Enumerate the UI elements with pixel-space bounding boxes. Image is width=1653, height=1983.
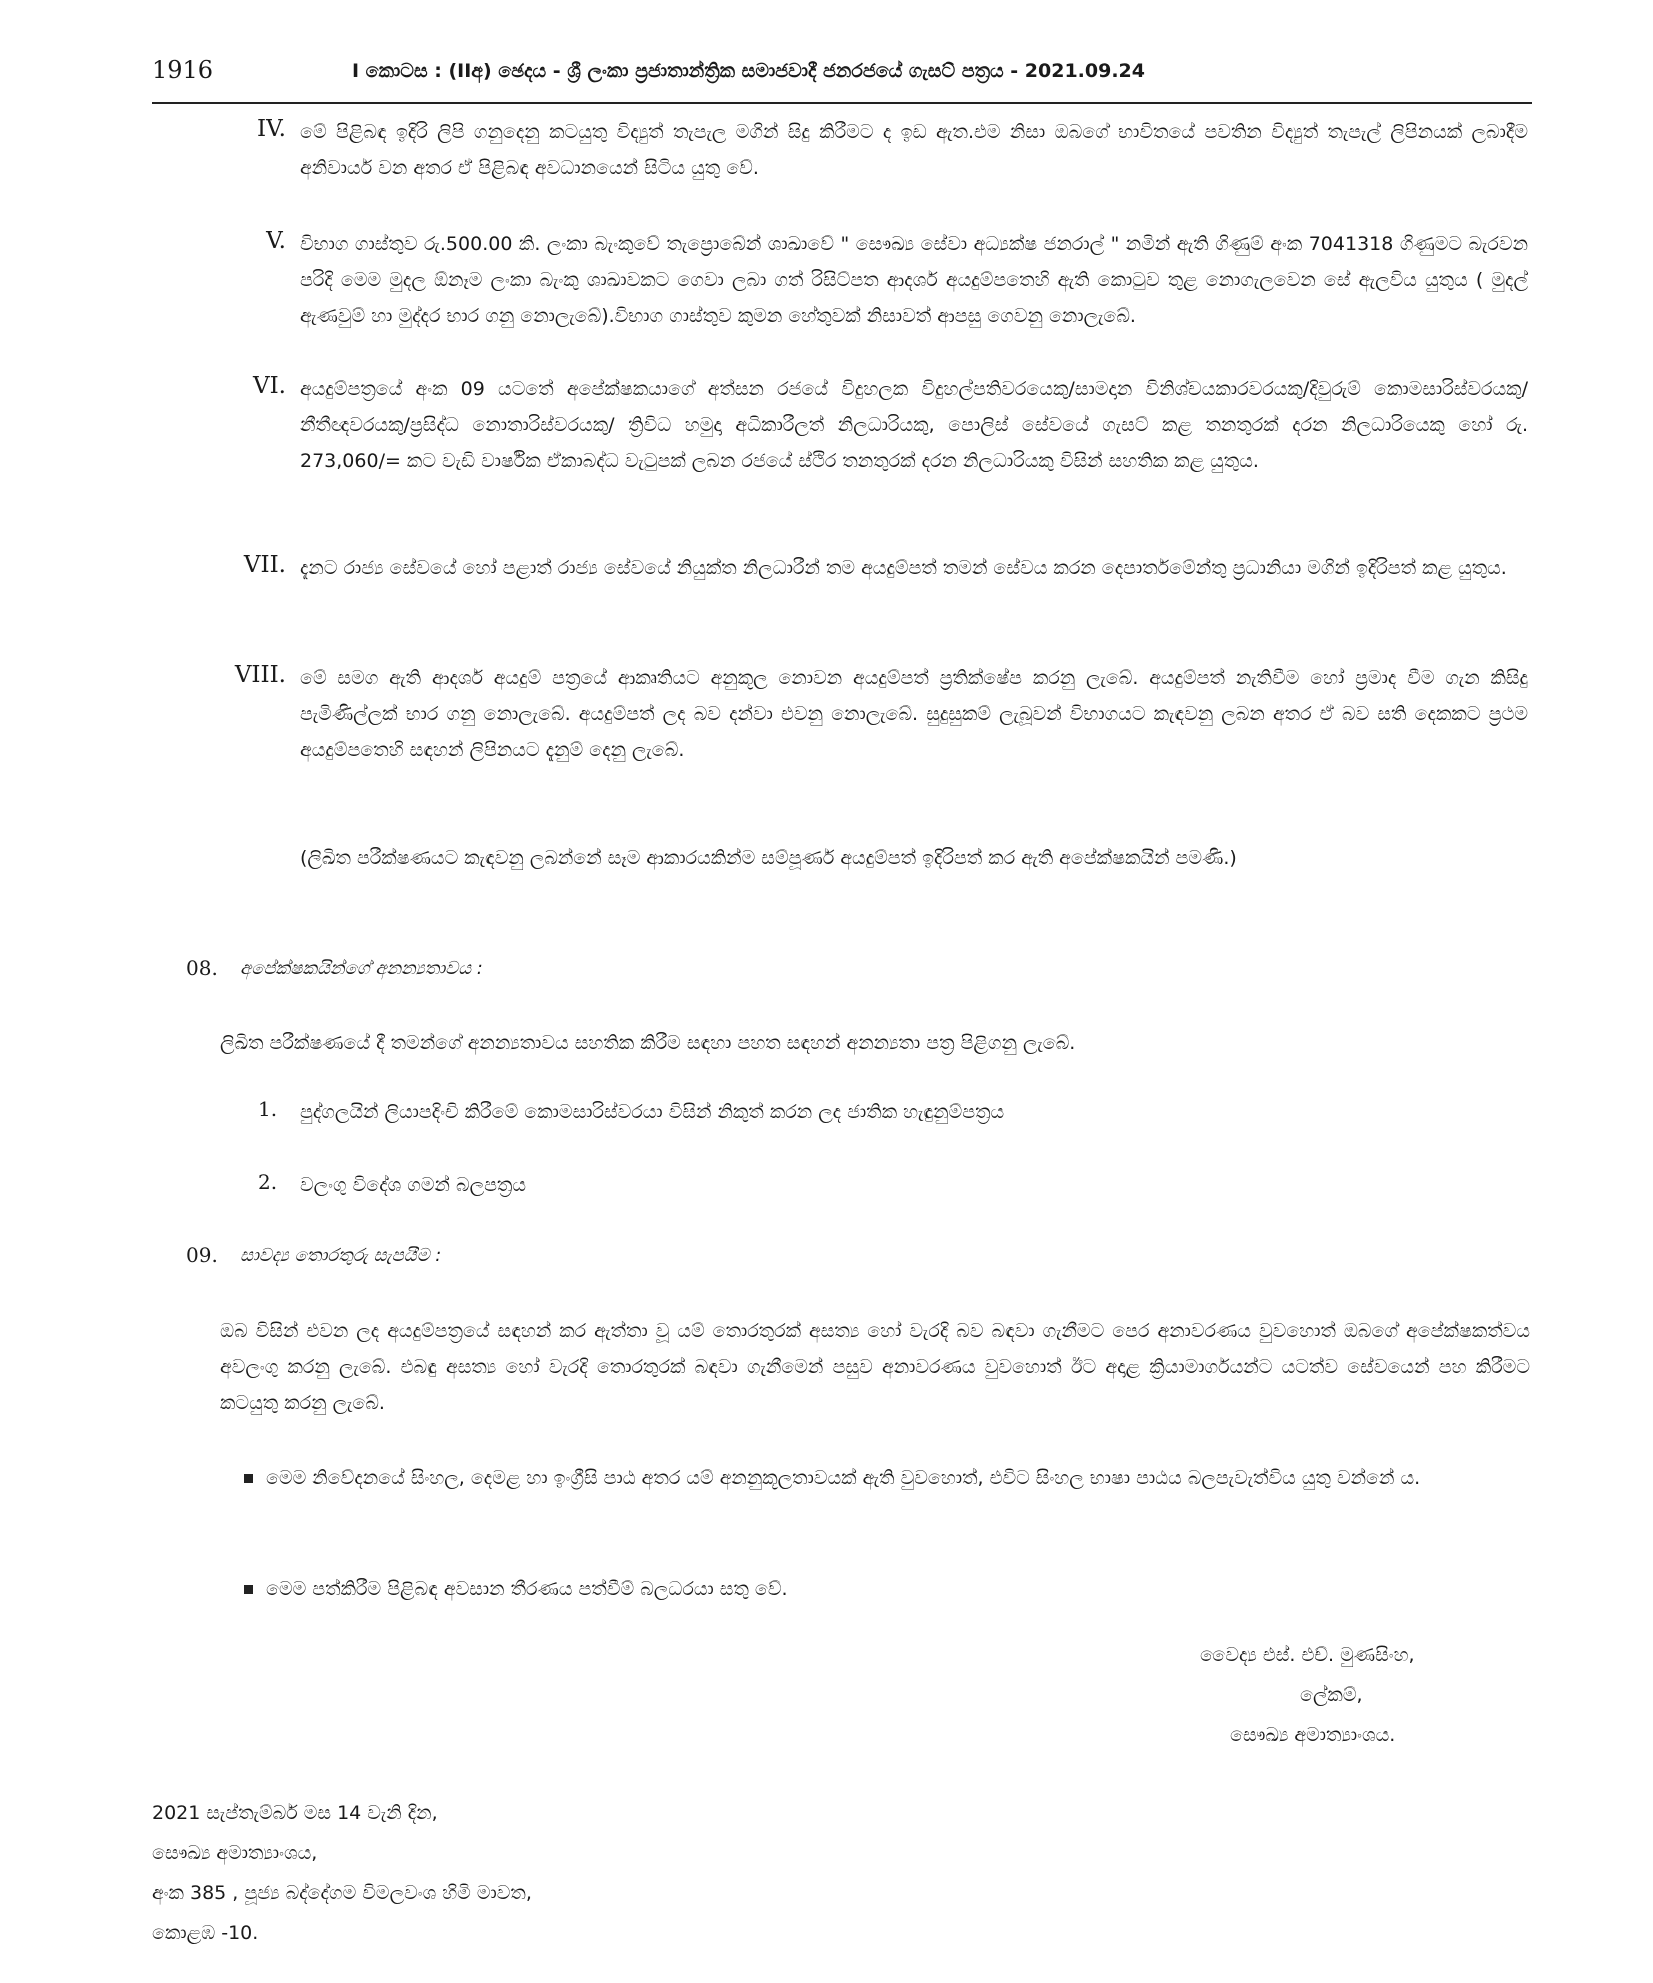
header-divider (152, 102, 1532, 104)
bullet-text: මෙම පත්කිරීම පිළිබඳ අවසාන තීරණය පත්වීම් බලධරයා සතු වේ. (266, 1578, 788, 1600)
item-text: දැනට රාජ්‍ය සේවයේ හෝ පළාත් රාජ්‍ය සේවයේ නියුක්ත නිලධාරීන් තම අයදුම්පත් තමන් සේවය කරන දෙපාර්තමේන්තු ප්‍රධානියා මගින් ඉදිරිපත් කළ යුතුය. (300, 557, 1507, 579)
item-number: IV. (257, 116, 286, 142)
item-number: VI. (252, 373, 286, 399)
list-item: පුද්ගලයින් ලියාපදිංචි කිරීමේ කොමසාරිස්වරයා විසින් නිකුත් කරන ලද ජාතික හැඳුනුම්පත්‍රය (300, 1101, 1005, 1123)
address-line: අංක 385 , පූජ්‍ය බද්දේගම විමලවංශ හිමි මාවත, (152, 1882, 532, 1904)
page-number: 1916 (152, 56, 214, 84)
gazette-header-title: I කොටස : (IIඅ) ඡෙදය - ශ්‍රී ලංකා ප්‍රජාතාන්ත්‍රික සමාජවාදී ජනරජයේ ගැසට් පත්‍රය - 2021.09.24 (352, 60, 1145, 82)
item-text: අයදුම්පත්‍රයේ අංක 09 යටතේ අපේක්ෂකයාගේ අත්සන රජයේ විදුහලක විදුහල්පතිවරයෙකු/සාමදාන විනිශ්චයකාරවරයකු/දිවුරුම් කොමසාරිස්වරයකු/නීතීඥවරයකු/ප්‍රසිද්ධ නොතාරිස්වරයකු/ ත්‍රිවිධ හමුදා අධිකාරීලත් නිලධාරියකු, පොලිස් සේවයේ ගැසට් කළ තනතුරක් දරන නිලධාරියෙකු හෝ රු. 273,060/= කට වැඩි වාර්ෂික ඒකාබද්ධ වැටුපක් ලබන රජයේ ස්ථිර තනතුරක් දරන නිලධාරියකු විසින් සහතික කළ යුතුය. (300, 378, 1528, 472)
item-number: V. (266, 228, 286, 254)
address-line: සෞඛ්‍ය අමාත්‍යාංශය, (152, 1842, 318, 1864)
item-text: මේ සමග ඇති ආදර්ශ අයදුම් පත්‍රයේ ආකෘතියට අනුකූල නොවන අයදුම්පත් ප්‍රතික්ෂේප කරනු ලැබේ. අයදුම්පත් නැතිවීම හෝ ප්‍රමාද වීම ගැන කිසිදු පැමිණිල්ලක් භාර ගනු නොලැබේ. අයදුම්පත් ලද බව දන්වා එවනු නොලැබේ. සුදුසුකම් ලැබූවන් විභාගයට කැඳවනු ලබන අතර ඒ බව සති දෙකකට ප්‍රථම අයදුම්පතෙහි සඳහන් ලිපිනයට දැනුම් දෙනු ලැබේ. (300, 667, 1528, 761)
list-number: 2. (258, 1170, 278, 1194)
item-text: විභාග ගාස්තුව රු.500.00 කි. ලංකා බැංකුවේ තැප්‍රොබේන් ශාඛාවේ " සෞඛ්‍ය සේවා අධ්‍යක්ෂ ජනරාල් " නමින් ඇති ගිණුම් අංක 7041318 ගිණුමට බැරවන පරිදි මෙම මුදල ඕනෑම ලංකා බැංකු ශාඛාවකට ගෙවා ලබා ගත් රිසිට්පත ආදර්ශ අයදුම්පතෙහි ඇති කොටුව තුළ නොගැලවෙන සේ ඇලවිය යුතුය ( මුදල් ඇණවුම් හා මුද්දර භාර ගනු නොලැබේ).විභාග ගාස්තුව කුමන හේතුවක් නිසාවත් ආපසු ගෙවනු නොලැබේ. (300, 233, 1528, 327)
section-body: ඔබ විසින් එවන ලද අයදුම්පත්‍රයේ සඳහන් කර ඇත්තා වූ යම් තොරතුරක් අසත්‍ය හෝ වැරදි බව බඳවා ගැනීමට පෙර අනාවරණය වුවහොත් ඔබගේ අපේක්ෂකත්වය අවලංගු කරනු ලැබේ. එබඳු අසත්‍ය හෝ වැරදි තොරතුරක් බඳවා ගැනීමෙන් පසුව අනාවරණය වුවහොත් ඊට අදාළ ක්‍රියාමාර්ගයන්ට යටත්ව සේවයෙන් පහ කිරීමට කටයුතු කරනු ලැබේ. (220, 1320, 1530, 1414)
signatory-ministry: සෞඛ්‍ය අමාත්‍යාංශය. (1230, 1724, 1396, 1746)
bullet-text: මෙම නිවේදනයේ සිංහල, දෙමළ හා ඉංග්‍රීසි පාඨ අතර යම් අනනුකූලතාවයක් ඇති වුවහොත්, එවිට සිංහල භාෂා පාඨය බලපැවැත්විය යුතු වන්නේ ය. (266, 1467, 1421, 1489)
item-text: මේ පිළිබඳ ඉදිරි ලිපි ගනුදෙනු කටයුතු විද්‍යුත් තැපැල මගින් සිදු කිරීමට ද ඉඩ ඇත.එම නිසා ඔබගේ භාවිතයේ පවතින විද්‍යුත් තැපැල් ලිපිනයක් ලබාදීම අනිවාර්ය වන අතර ඒ පිළිබඳ අවධානයෙන් සිටිය යුතු වේ. (300, 121, 1528, 179)
signatory-name: වෛද්‍ය එස්. එච්. මුණසිංහ, (1200, 1644, 1415, 1666)
bullet-icon (244, 1585, 253, 1594)
section-title: සාවද්‍ය තොරතුරු සැපයීම : (240, 1245, 442, 1266)
address-line: කොළඹ -10. (152, 1922, 259, 1944)
bullet-icon (244, 1474, 253, 1483)
section-number: 09. (186, 1243, 218, 1267)
page-header (152, 52, 1532, 92)
item-number: VII. (243, 552, 286, 578)
section-title: අපේක්ෂකයින්ගේ අනන්‍යතාවය : (240, 958, 483, 979)
list-item: වලංගු විදේශ ගමන් බලපත්‍රය (300, 1174, 527, 1196)
section-number: 08. (186, 956, 218, 980)
item-number: VIII. (234, 662, 286, 688)
section-intro: ලිඛිත පරීක්ෂණයේ දී තමන්ගේ අනන්‍යතාවය සහතික කිරීම සඳහා පහත සඳහන් අනන්‍යතා පත්‍ර පිළිගනු ලැබේ. (220, 1032, 1076, 1054)
list-number: 1. (258, 1097, 278, 1121)
address-line: 2021 සැප්තැම්බර් මස 14 වැනි දින, (152, 1802, 438, 1824)
note-paragraph: (ලිඛිත පරීක්ෂණයට කැඳවනු ලබන්නේ සෑම ආකාරයකින්ම සම්පූර්ණ අයදුම්පත් ඉදිරිපත් කර ඇති අපේක්ෂකයින් පමණි.) (300, 847, 1237, 869)
signatory-title: ලේකම්, (1300, 1684, 1363, 1706)
